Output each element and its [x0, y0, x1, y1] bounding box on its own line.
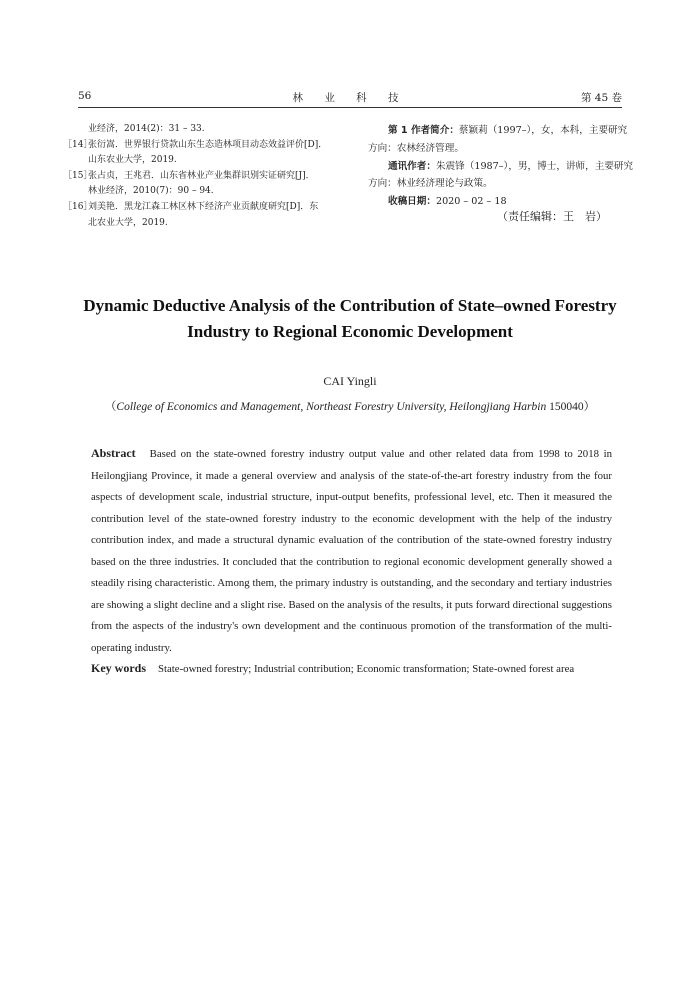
reference-item — [63, 138, 350, 169]
title-line: Dynamic Deductive Analysis of the Contribution of State–owned Forestry — [83, 296, 617, 315]
reference-text: 张衍嵩．世界银行贷款山东生态造林项目动态效益评价[D]． — [88, 139, 328, 150]
running-header — [78, 90, 622, 108]
affiliation-text: College of Economics and Management, Northeast Forestry University, Heilongjiang Harbin — [116, 401, 547, 413]
reference-text: 山东农业大学，2019. — [88, 155, 177, 166]
reference-text: 张占贞，王兆君．山东省林业产业集群识别实证研究[J]． — [88, 170, 315, 181]
reference-text: 北农业大学，2019. — [88, 217, 168, 228]
keywords-text: State-owned forestry; Industrial contribution; Economic transformation; State-owned forest area — [158, 663, 575, 675]
header-rule — [78, 107, 622, 108]
corresponding-author-label: 通讯作者： — [388, 160, 436, 172]
first-author-text: 蔡颖莉（1997–），女，本科，主要研究方向：农林经济管理。 — [368, 125, 628, 154]
reference-item — [63, 200, 350, 231]
abstract-label: Abstract — [91, 446, 136, 460]
first-author-note — [368, 122, 636, 158]
author-affiliation — [60, 398, 640, 414]
corresponding-author-text: 朱震锋（1987–），男，博士，讲师，主要研究方向：林业经济理论与政策。 — [368, 160, 634, 190]
affiliation-open-paren: （ — [104, 401, 117, 413]
received-date-text: 2020 – 02 – 18 — [435, 196, 507, 208]
abstract — [91, 443, 612, 659]
editor-note: （责任编辑：王 岩） — [497, 210, 607, 223]
reference-number: ［15］ — [63, 170, 93, 181]
author-name: CAI Yingli — [323, 374, 377, 388]
affiliation-zip: 150040） — [546, 401, 596, 413]
keywords-label: Key words — [91, 661, 146, 675]
corresponding-author-note — [368, 158, 636, 194]
reference-continuation: 业经济，2014(2)：31 – 33. — [88, 124, 205, 134]
reference-text: 刘美艳．黑龙江森工林区林下经济产业贡献度研究[D]．东 — [88, 201, 319, 212]
author-info — [368, 122, 636, 211]
reference-text: 林业经济，2010(7)：90 – 94. — [88, 186, 214, 197]
reference-number: ［14］ — [63, 139, 93, 150]
reference-number: ［16］ — [63, 201, 93, 212]
received-date-label: 收稿日期： — [388, 196, 436, 208]
page-number: 56 — [78, 90, 92, 102]
first-author-label: 第 1 作者简介： — [388, 125, 459, 136]
reference-item — [63, 169, 350, 200]
journal-name: 林 业 科 技 — [292, 92, 408, 104]
reference-list — [63, 122, 350, 231]
paper-title — [60, 293, 640, 345]
abstract-text: Based on the state-owned forestry industry output value and other related data from 1998 to 2018 in Heilongjiang Province, it made a general overview and analysis of the state-of-the-art forestry industry from the four aspects of development scale, industrial structure, input-output benefits, professional level, etc. Then it measured the contribution level of the state-owned forestry industry to the economic development with the help of the industry contribution index, and made a structural dynamic evaluation of the contribution of the state-owned forestry industry based on the three industries. It concluded that the contribution to regional economic development generally showed a steadily rising characteristic. Among them, the primary industry is outstanding, and the secondary and tertiary industries are showing a slight decline and a slight rise. Based on the analysis of the results, it puts forward directional suggestions from the aspects of the industry's own development and the continuous promotion of the transformation of the multi-operating industry. — [91, 448, 612, 654]
title-line: Industry to Regional Economic Development — [187, 322, 513, 341]
volume-number: 第 45 卷 — [580, 92, 622, 104]
keywords — [91, 658, 612, 681]
